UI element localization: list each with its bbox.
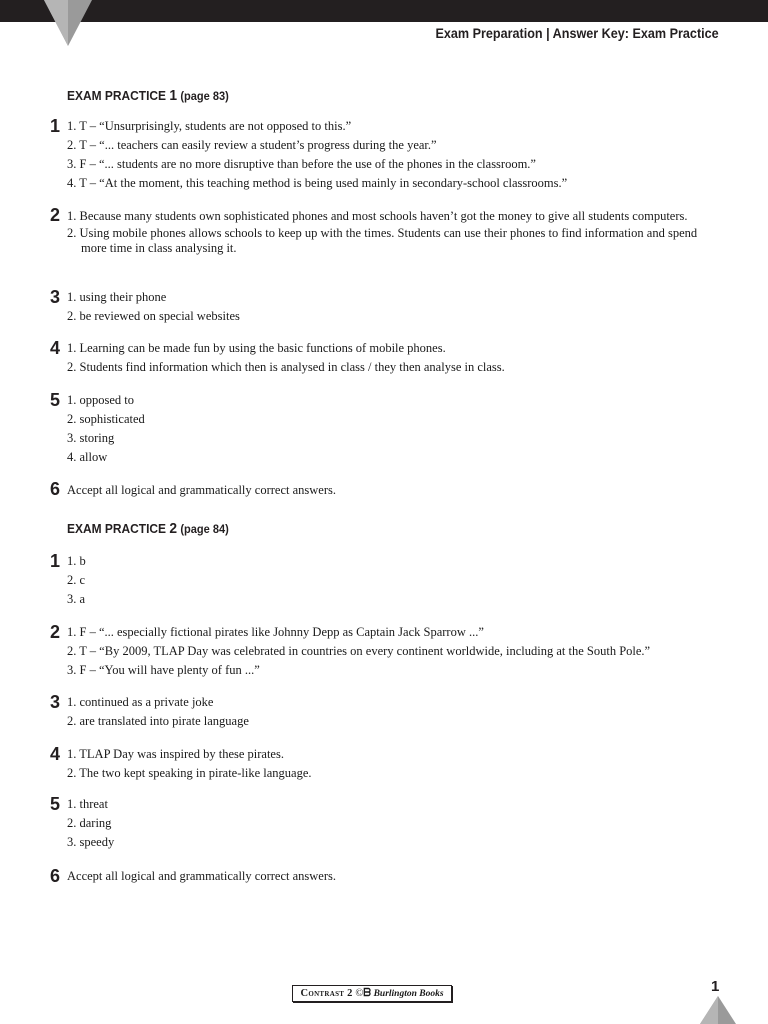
answer-item: 1. F – “... especially fictional pirates like Johnny Depp as Captain Jack Sparrow ...” <box>67 625 484 639</box>
question-number: 1 <box>50 551 61 571</box>
answer-list <box>67 290 707 328</box>
page-header-title: Exam Preparation | Answer Key: Exam Practice <box>435 25 719 41</box>
answer-list <box>67 695 707 733</box>
answer-item: 1. TLAP Day was inspired by these pirates. <box>67 747 284 761</box>
section-heading-page: (page 83) <box>180 89 229 103</box>
top-bar <box>0 0 768 22</box>
question-number: 3 <box>50 692 61 712</box>
answer-list <box>67 119 707 195</box>
answer-item: 2. Using mobile phones allows schools to keep up with the times. Students can use their phones to find information and spend more time in class analysing it. <box>67 226 698 255</box>
answer-item: 1. Learning can be made fun by using the basic functions of mobile phones. <box>67 341 446 355</box>
answer-item: 2. daring <box>67 816 112 830</box>
footer-book-title: Contrast 2 <box>300 988 353 999</box>
answer-item: 1. Because many students own sophisticated phones and most schools haven’t got the money to give all students computers. <box>67 209 688 223</box>
answer-item: 3. F – “You will have plenty of fun ...” <box>67 663 260 677</box>
question-number: 5 <box>50 390 61 410</box>
section-heading <box>67 520 229 537</box>
answer-item: 3. speedy <box>67 835 115 849</box>
answer-item: 2. are translated into pirate language <box>67 714 249 728</box>
answer-item: 3. storing <box>67 431 115 445</box>
question-number: 2 <box>50 622 61 642</box>
question-number: 1 <box>50 116 61 136</box>
section-heading-page: (page 84) <box>180 522 229 536</box>
bottom-triangle-decoration <box>700 996 736 1024</box>
answer-list <box>67 625 707 682</box>
answer-item: 2. The two kept speaking in pirate-like language. <box>67 766 312 780</box>
question-number: 6 <box>50 479 61 499</box>
answer-text: Accept all logical and grammatically correct answers. <box>67 483 336 497</box>
answer-item: 1. continued as a private joke <box>67 695 214 709</box>
answer-list <box>67 341 707 379</box>
footer-copyright: © <box>355 988 364 999</box>
section-heading <box>67 87 229 104</box>
question-number: 3 <box>50 287 61 307</box>
answer-item: 1. opposed to <box>67 393 135 407</box>
footer-publisher: Burlington Books <box>373 989 444 999</box>
answer-item: 1. using their phone <box>67 290 167 304</box>
answer-item: 2. be reviewed on special websites <box>67 309 240 323</box>
answer-list <box>67 554 707 611</box>
answer-list <box>67 797 707 854</box>
publisher-logo-icon: ᗷ <box>363 988 371 999</box>
answer-text: Accept all logical and grammatically correct answers. <box>67 869 336 883</box>
top-triangle-decoration <box>38 0 98 46</box>
section-heading-number: 2 <box>169 520 178 537</box>
answer-list <box>67 209 707 258</box>
answer-item: 2. c <box>67 573 86 587</box>
section-heading-prefix: EXAM PRACTICE <box>67 521 167 536</box>
answer-item: 1. b <box>67 554 86 568</box>
answer-item: 3. a <box>67 592 86 606</box>
answer-item: 4. T – “At the moment, this teaching method is being used mainly in secondary-school classrooms.” <box>67 176 568 190</box>
answer-item: 1. threat <box>67 797 108 811</box>
question-number: 4 <box>50 338 61 358</box>
answer-item: 2. T – “... teachers can easily review a student’s progress during the year.” <box>67 138 437 152</box>
footer-credit <box>292 985 452 1002</box>
answer-item: 2. sophisticated <box>67 412 145 426</box>
question-number: 4 <box>50 744 61 764</box>
section-heading-prefix: EXAM PRACTICE <box>67 88 167 103</box>
answer-item: 2. T – “By 2009, TLAP Day was celebrated in countries on every continent worldwide, including at the South Pole.” <box>67 644 651 658</box>
question-number: 5 <box>50 794 61 814</box>
page-number: 1 <box>711 978 720 995</box>
answer-item: 3. F – “... students are no more disruptive than before the use of the phones in the classroom.” <box>67 157 536 171</box>
answer-item: 4. allow <box>67 450 108 464</box>
question-number: 6 <box>50 866 61 886</box>
answer-list <box>67 747 707 785</box>
answer-item: 1. T – “Unsurprisingly, students are not opposed to this.” <box>67 119 352 133</box>
answer-list <box>67 393 707 469</box>
question-number: 2 <box>50 205 61 225</box>
section-heading-number: 1 <box>169 87 178 104</box>
answer-item: 2. Students find information which then is analysed in class / they then analyse in class. <box>67 360 505 374</box>
